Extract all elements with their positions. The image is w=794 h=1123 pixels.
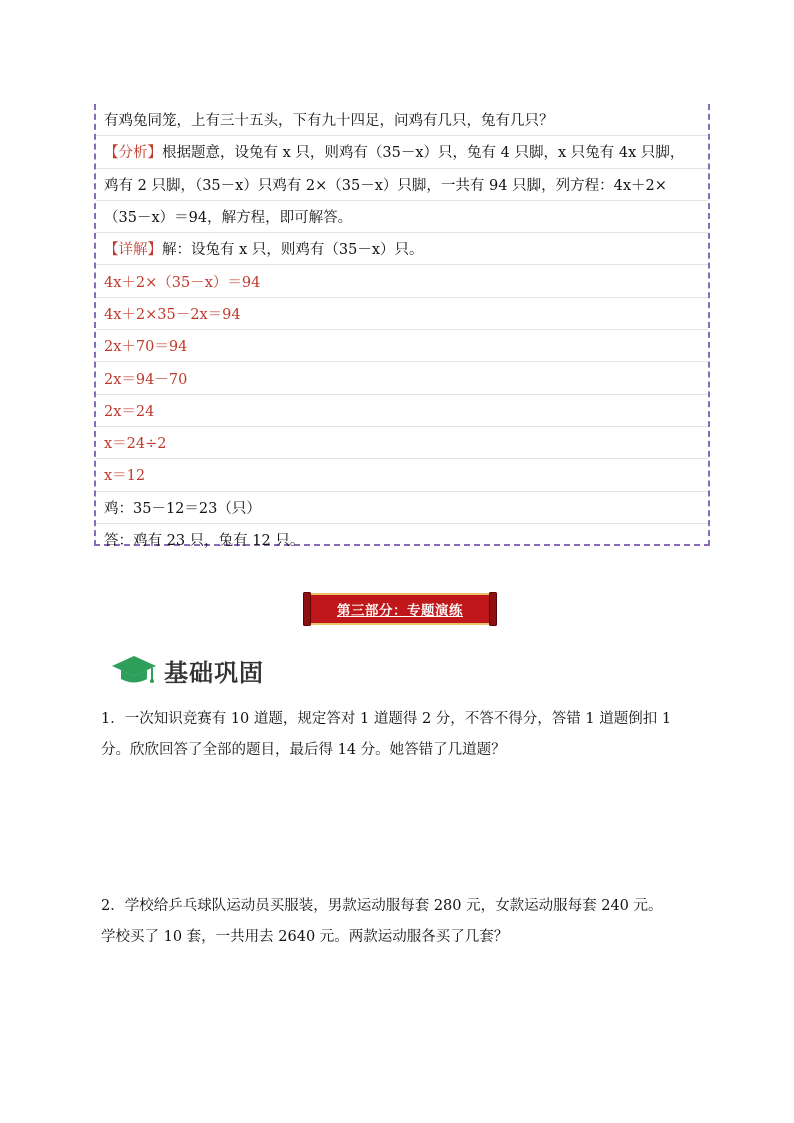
analysis-text-1: 根据题意，设兔有 x 只，则鸡有（35－x）只，兔有 4 只脚，x 只兔有 4x 只脚，: [162, 145, 685, 162]
section-banner: [303, 593, 497, 625]
question-1: [101, 704, 701, 766]
solution-step-text: 2x＝94－70: [104, 371, 188, 388]
solution-intro-line: [96, 233, 708, 265]
solution-step-text: 2x＋70＝94: [104, 339, 188, 356]
question-2: [101, 891, 701, 953]
solution-step: [96, 459, 708, 491]
solution-step-text: x＝24÷2: [104, 436, 167, 453]
analysis-text-3: （35－x）＝94，解方程，即可解答。: [104, 210, 353, 227]
question-1-line-1: 1．一次知识竞赛有 10 道题，规定答对 1 道题得 2 分，不答不得分，答错 1 道题倒扣 1: [101, 711, 672, 727]
subsection-heading: [110, 650, 264, 690]
graduation-cap-icon: [110, 653, 158, 687]
solution-intro-text: 解：设兔有 x 只，则鸡有（35－x）只。: [162, 242, 424, 259]
solution-step: [96, 265, 708, 297]
scroll-body: [311, 593, 489, 625]
analysis-line-1: [96, 136, 708, 168]
chicken-line: [96, 492, 708, 524]
solution-step-text: x＝12: [104, 468, 146, 485]
subsection-title: 基础巩固: [164, 658, 264, 687]
example-question: [96, 104, 708, 136]
answer-line: [96, 524, 708, 555]
analysis-tag: 【分析】: [104, 145, 162, 162]
scroll-right-end: [489, 592, 497, 626]
question-2-line-2: 学校买了 10 套，一共用去 2640 元。两款运动服各买了几套？: [101, 929, 509, 945]
example-question-text: 有鸡兔同笼，上有三十五头，下有九十四足，问鸡有几只，兔有几只？: [104, 113, 554, 130]
solution-step: [96, 298, 708, 330]
solution-step: [96, 330, 708, 362]
solution-step: [96, 395, 708, 427]
question-2-line-1: 2．学校给乒乓球队运动员买服装，男款运动服每套 280 元，女款运动服每套 240 元。: [101, 898, 663, 914]
section-banner-text: 第三部分：专题演练: [337, 603, 463, 619]
analysis-text-2: 鸡有 2 只脚，（35－x）只鸡有 2×（35－x）只脚，一共有 94 只脚，列方程：4x＋2×: [104, 177, 667, 194]
answer-line-text: 答：鸡有 23 只，兔有 12 只。: [104, 533, 305, 549]
question-1-line-2: 分。欣欣回答了全部的题目，最后得 14 分。她答错了几道题？: [101, 742, 506, 758]
analysis-line-3: [96, 201, 708, 233]
solution-tag: 【详解】: [104, 242, 162, 259]
solution-step: [96, 362, 708, 394]
solution-step-text: 2x＝24: [104, 403, 155, 420]
example-box: [94, 104, 710, 549]
solution-step-text: 4x＋2×（35－x）＝94: [104, 274, 261, 291]
solution-step-text: 4x＋2×35－2x＝94: [104, 306, 241, 323]
scroll-left-end: [303, 592, 311, 626]
chicken-line-text: 鸡：35－12＝23（只）: [104, 500, 261, 517]
analysis-line-2: [96, 169, 708, 201]
solution-step: [96, 427, 708, 459]
